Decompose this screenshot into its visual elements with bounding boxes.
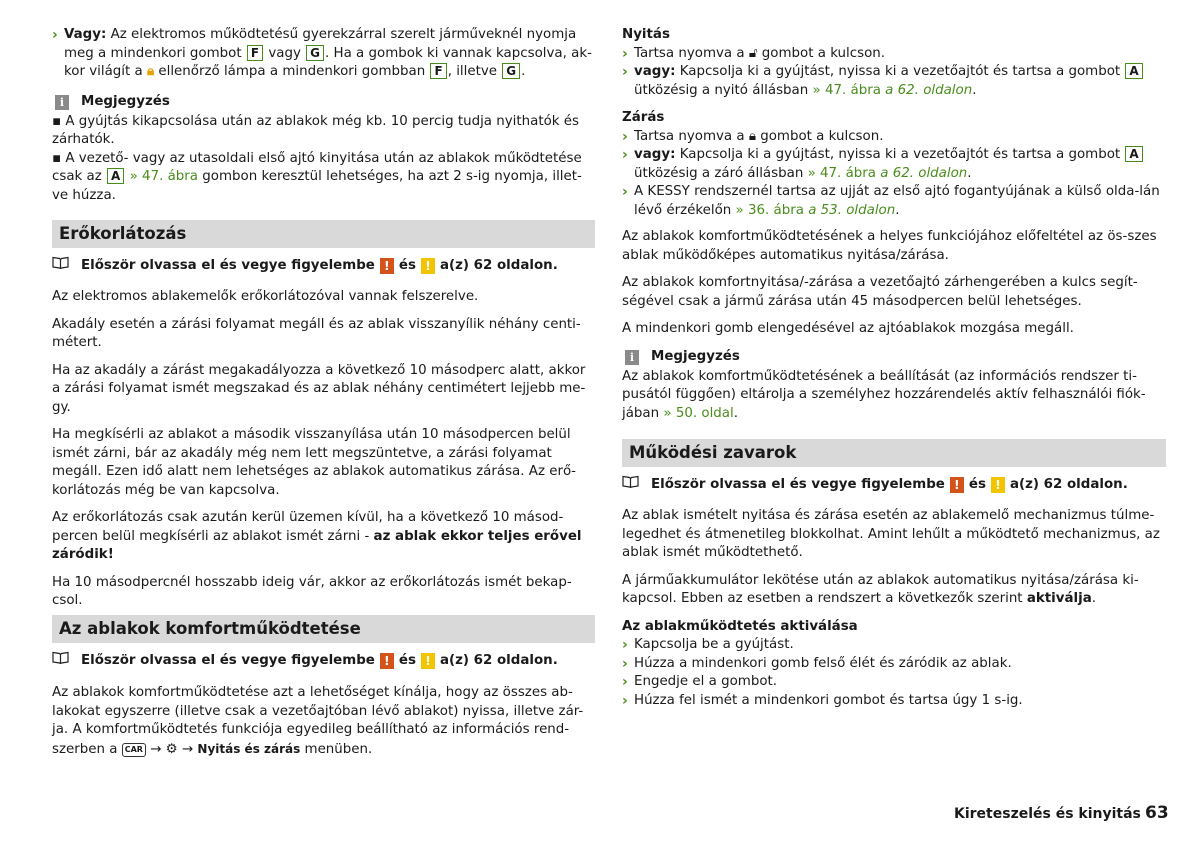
comfort-paragraphs: Az ablakok komfortműködtetésének a helyes funkciójához előfeltétel az ös-szes ablak működőképes automatikus nyitása/zárása. Az ablakok komfortnyitása/-zárása a vezetőajtó zárhengerében a kulcs segít-ségével csak a jármű zárása után 45 másodpercen belül lehetséges. A mindenkori gomb elengedésével az ajtóablakok mozgása megáll. bbox=[622, 229, 1157, 336]
comfort-body: Az ablakok komfortműködtetése azt a lehetőséget kínálja, hogy az összes ab-lakokat egyszerre (illetve csak a vezetőajtóban lévő ablakot) nyissa, illetve zár-ja. A komfortműködtetés funkciója egyedileg beállítható az információs rend-szerben a CAR → ⚙︎ → Nyitás és zárás menüben. bbox=[52, 685, 584, 757]
chevron-icon: › bbox=[52, 27, 58, 43]
figure-link[interactable]: » 47. ábra a 62. oldalon bbox=[812, 82, 973, 98]
info-icon: i bbox=[625, 350, 639, 365]
warning-icon: ! bbox=[380, 258, 394, 274]
section-heading-force-limit: Erőkorlátozás bbox=[52, 220, 595, 248]
page-link[interactable]: » 50. oldal bbox=[663, 405, 734, 421]
unlock-key-icon: 🔓︎ bbox=[748, 45, 758, 61]
chevron-icon: › bbox=[622, 45, 628, 62]
figure-link[interactable]: » 47. ábra a 62. oldalon bbox=[807, 165, 968, 181]
note-block: i Megjegyzés ▪ A gyújtás kikapcsolása után az ablakok még kb. 10 percig tudja nyithatók és zárhatók. ▪ A vezető- vagy az utasoldali első ajtó kinyitása után az ablakok működtetése csak az A » 47. ábra gombon keresztül lehetséges, ha azt 2 s-ig nyomja, illet-ve húzza. bbox=[52, 94, 582, 203]
figure-link[interactable]: » 47. ábra bbox=[125, 169, 199, 184]
menu-path: Nyitás és zárás bbox=[197, 741, 301, 756]
page-number: 63 bbox=[1145, 803, 1169, 823]
list-item: › Húzza fel ismét a mindenkori gombot és tartsa úgy 1 s-ig. bbox=[622, 692, 1023, 709]
read-first-line: Először olvassa el és vegye figyelembe ! és ! a(z) 62 oldalon. bbox=[52, 651, 595, 671]
read-first-line: Először olvassa el és vegye figyelembe ! és ! a(z) 62 oldalon. bbox=[622, 475, 1166, 495]
book-icon bbox=[622, 475, 639, 495]
figure-link[interactable]: » 36. ábra a 53. oldalon bbox=[735, 202, 896, 218]
intro-paragraph: › Vagy: Az elektromos működtetésű gyerekzárral szerelt járműveknél nyomja meg a mindenkori gombot F vagy G . Ha a gombok ki vannak kapcsolva, ak-kor világít a 🔒︎ ellenőrző lámpa a mindenkori gombban F , illetve G . bbox=[52, 26, 595, 82]
lock-key-icon: 🔒︎ bbox=[748, 128, 756, 144]
car-button-icon: CAR bbox=[122, 743, 146, 757]
book-icon bbox=[52, 651, 69, 671]
read-first-line: Először olvassa el és vegye figyelembe ! és ! a(z) 62 oldalon. bbox=[52, 256, 595, 276]
list-item: › Engedje el a gombot. bbox=[622, 674, 778, 690]
warning-icon: ! bbox=[380, 653, 394, 669]
force-limit-body: Az elektromos ablakemelők erőkorlátozóval vannak felszerelve. Akadály esetén a zárási folyamat megáll és az ablak visszanyílik néhány centi-métert. Ha az akadály a zárást megakadályozza a következő 10 másodperc alatt, akkor a zárási folyamat ismét megszakad és az ablak néhány centimétert lejjebb me-gy. Ha megkísérli az ablakot a második visszanyílása után 10 másodpercen belül ismét zárni, bár az akadály még nem lett megszüntetve, a zárási folyamat megáll. Ezen idő alatt nem lehetséges az ablakok automatikus zárása. Az erő-korlátozás még be van kapcsolva. Az erőkorlátozás csak azután kerül üzemen kívül, ha a következő 10 másod-percen belül megkísérli az ablakot ismét zárni - az ablak ekkor teljes erővel záródik! Ha 10 másodpercnél hosszabb ideig vár, akkor az erőkorlátozás ismét bekap-csol. bbox=[52, 289, 586, 608]
info-icon: i bbox=[55, 95, 69, 110]
section-heading-comfort: Az ablakok komfortműködtetése bbox=[52, 615, 595, 643]
lock-lamp-icon: 🔒︎ bbox=[147, 64, 155, 79]
section-heading-malfunctions: Működési zavarok bbox=[622, 439, 1166, 467]
note-block: i Megjegyzés Az ablakok komfortműködtetésének a beállítását (az információs rendszer ti-pusától függően) eltárolja a személyhez hozzárendelés aktív felhasználói fiók-jában » 50. oldal. bbox=[622, 349, 1146, 421]
caution-icon: ! bbox=[421, 653, 435, 669]
opening-block: Nyitás › Tartsa nyomva a 🔓︎ gombot a kulcson. › vagy: Kapcsolja ki a gyújtást, nyissa ki a vezetőajtót és tartsa a gombot A ütközésig a nyitó állásban » 47. ábra a 62. oldalon. bbox=[622, 26, 1166, 100]
caution-icon: ! bbox=[421, 258, 435, 274]
settings-gear-icon: ⚙︎ bbox=[165, 741, 178, 757]
key-f: F bbox=[247, 45, 263, 61]
caution-icon: ! bbox=[991, 477, 1005, 493]
list-item: › Húzza a mindenkori gomb felső élét és záródik az ablak. bbox=[622, 655, 1012, 672]
warning-icon: ! bbox=[950, 477, 964, 493]
key-g: G bbox=[306, 45, 324, 61]
book-icon bbox=[52, 256, 69, 276]
list-item: › Kapcsolja be a gyújtást. bbox=[622, 637, 794, 653]
closing-block: Zárás › Tartsa nyomva a 🔒︎ gombot a kulcson. › vagy: Kapcsolja ki a gyújtást, nyissa ki a vezetőajtót és tartsa a gombot A ütközésig a záró állásban » 47. ábra a 62. oldalon. › A KESSY rendszernél tartsa az ujját az első ajtó fogantyújának a külső olda-lán lévő érzékelőn » 36. ábra a 53. oldalon. bbox=[622, 110, 1160, 218]
malfunction-body: Az ablak ismételt nyitása és zárása esetén az ablakemelő mechanizmus túlme-legedhet és átmenetileg blokkolhat. Amint lehűlt a működtető mechanizmus, az ablak ismét működtethető. A járműakkumulátor lekötése után az ablakok automatikus nyitása/zárása ki-kapcsol. Ebben az esetben a rendszert a következők szerint aktiválja. Az ablakműködtetés aktiválása › Kapcsolja be a gyújtást. › Húzza a mindenkori gomb felső élét és záródik az ablak. › Engedje el a gombot. › Húzza fel ismét a mindenkori gombot és tartsa úgy 1 s-ig. bbox=[622, 507, 1166, 710]
footer-chapter: Kireteszelés és kinyitás bbox=[954, 806, 1141, 822]
